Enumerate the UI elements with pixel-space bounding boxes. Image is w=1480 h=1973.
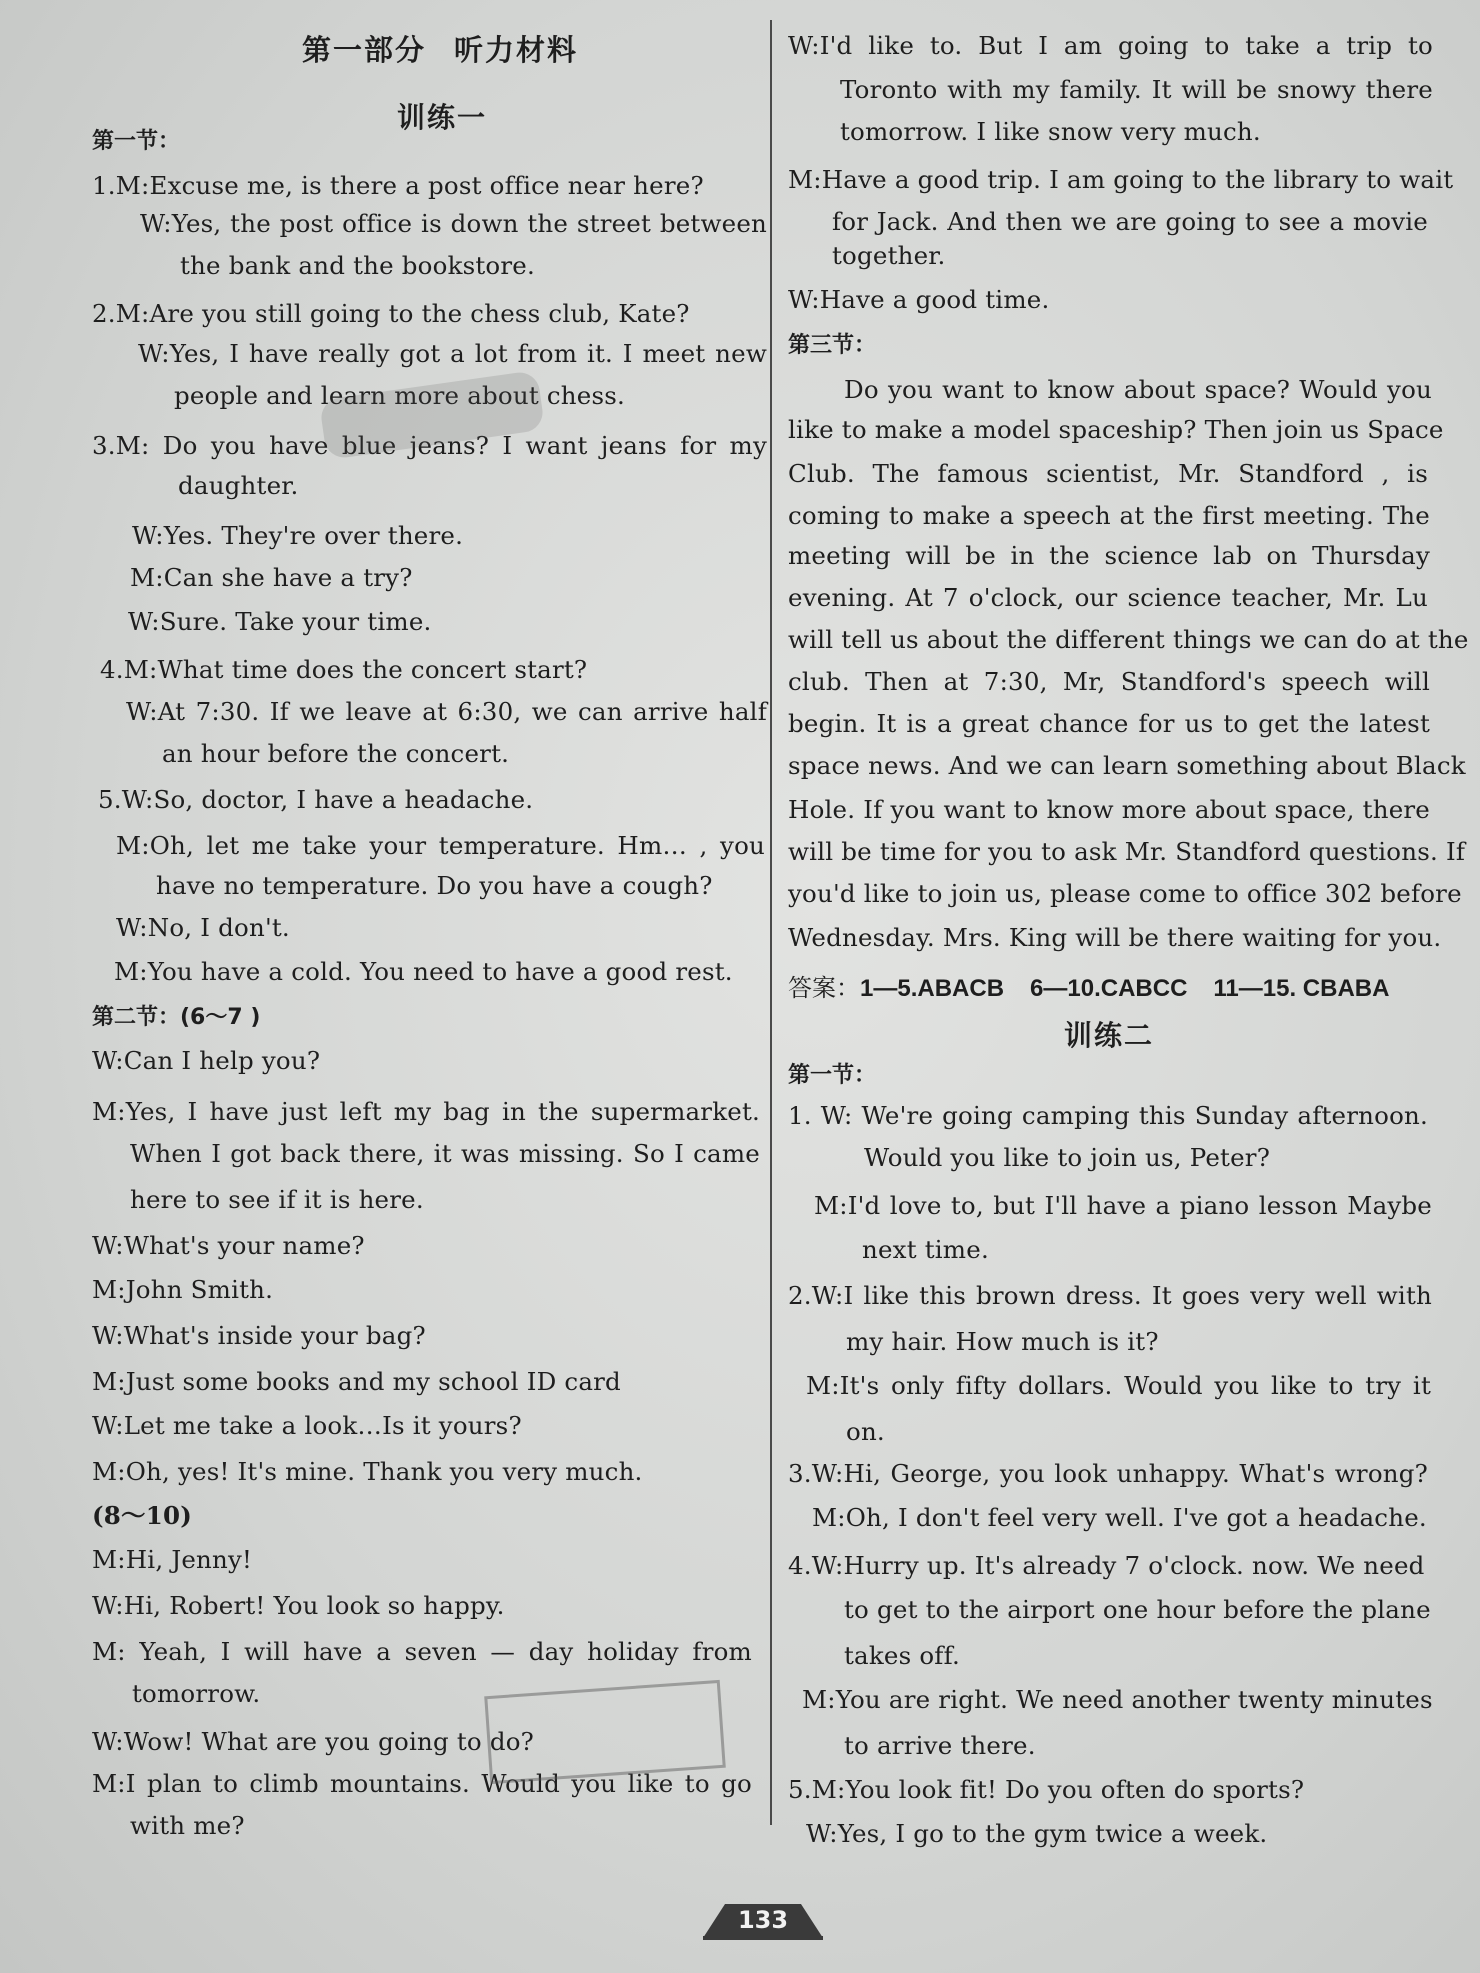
page-number: 133 — [737, 1906, 789, 1934]
dialogue-line: M:I'd love to, but I'll have a piano lesson Maybe — [814, 1191, 1432, 1220]
passage-line: club. Then at 7:30, Mr, Standford's speech will — [788, 667, 1430, 696]
passage-line: coming to make a speech at the first meeting. The — [788, 501, 1430, 530]
dialogue-line: people and learn more about chess. — [174, 381, 625, 410]
dialogue-range-label: (8～10) — [92, 1501, 193, 1530]
drill1-section1-label: 第一节： — [92, 129, 181, 154]
stamp-mark — [484, 1680, 726, 1784]
dialogue-line: 1.M:Excuse me, is there a post office near here? — [92, 171, 704, 200]
dialogue-line: on. — [846, 1417, 885, 1446]
page-number-badge — [703, 1898, 823, 1944]
dialogue-line: takes off. — [844, 1641, 960, 1670]
dialogue-line: have no temperature. Do you have a cough? — [156, 871, 713, 900]
dialogue-line: W:I'd like to. But I am going to take a trip to — [788, 31, 1433, 60]
part-label: 第一部分 — [302, 33, 427, 67]
dialogue-line: M:Have a good trip. I am going to the library to wait — [788, 165, 1454, 194]
passage-line: you'd like to join us, please come to office 302 before — [788, 879, 1462, 908]
answer-key — [788, 968, 1389, 1003]
dialogue-line: Toronto with my family. It will be snowy there — [840, 75, 1433, 104]
dialogue-line: to get to the airport one hour before the plane — [844, 1595, 1431, 1624]
dialogue-line: W:Yes, I have really got a lot from it. I meet new — [138, 339, 767, 368]
passage-line: Wednesday. Mrs. King will be there waiting for you. — [788, 923, 1442, 952]
drill1-section2-label: 第二节：(6～7 ) — [92, 1005, 261, 1030]
drill2-section1-label: 第一节： — [788, 1063, 877, 1088]
dialogue-line: here to see if it is here. — [130, 1185, 424, 1214]
dialogue-line: W:Hi, Robert! You look so happy. — [92, 1591, 505, 1620]
dialogue-line: W:No, I don't. — [116, 913, 290, 942]
dialogue-line: tomorrow. — [132, 1679, 261, 1708]
dialogue-line: next time. — [862, 1235, 989, 1264]
dialogue-line: M:Yes, I have just left my bag in the supermarket. — [92, 1097, 760, 1126]
dialogue-line: to arrive there. — [844, 1731, 1036, 1760]
drill1-section3-label: 第三节： — [788, 333, 877, 358]
dialogue-line: M:Can she have a try? — [130, 563, 413, 592]
dialogue-line: 5.W:So, doctor, I have a headache. — [98, 785, 534, 814]
dialogue-line: M:It's only fifty dollars. Would you like to try it — [806, 1371, 1431, 1400]
drill2-title: 训练二 — [1064, 1019, 1155, 1052]
dialogue-line: together. — [832, 241, 946, 270]
passage-line: meeting will be in the science lab on Thursday — [788, 541, 1430, 570]
passage-line: like to make a model spaceship? Then join us Space — [788, 415, 1444, 444]
passage-line: will be time for you to ask Mr. Standford questions. If — [788, 837, 1466, 866]
dialogue-line: M:I plan to climb mountains. Would you like to go — [92, 1769, 752, 1798]
answer-group: 6—10.CABCC — [1030, 975, 1188, 1002]
dialogue-line: 3.M: Do you have blue jeans? I want jeans for my — [92, 431, 767, 460]
dialogue-line: my hair. How much is it? — [846, 1327, 1159, 1356]
dialogue-line: 2.M:Are you still going to the chess club, Kate? — [92, 299, 690, 328]
dialogue-line: W:Have a good time. — [788, 285, 1050, 314]
dialogue-line: 2.W:I like this brown dress. It goes very well with — [788, 1281, 1432, 1310]
answer-group: 1—5.ABACB — [860, 975, 1005, 1002]
passage-line: Do you want to know about space? Would you — [844, 375, 1432, 404]
dialogue-line: M:Oh, let me take your temperature. Hm… , you — [116, 831, 765, 860]
answers-label: 答案： — [788, 975, 860, 1002]
dialogue-line: W:Let me take a look…Is it yours? — [92, 1411, 522, 1440]
dialogue-line: 4.W:Hurry up. It's already 7 o'clock. now. We need — [788, 1551, 1425, 1580]
passage-line: evening. At 7 o'clock, our science teacher, Mr. Lu — [788, 583, 1428, 612]
passage-line: space news. And we can learn something about Black — [788, 751, 1466, 780]
dialogue-line: M:Just some books and my school ID card — [92, 1367, 621, 1396]
dialogue-line: for Jack. And then we are going to see a movie — [832, 207, 1428, 236]
dialogue-line: M:You have a cold. You need to have a good rest. — [114, 957, 733, 986]
dialogue-line: M:Oh, yes! It's mine. Thank you very much. — [92, 1457, 643, 1486]
dialogue-line: W:Sure. Take your time. — [128, 607, 432, 636]
dialogue-line: W:Wow! What are you going to do? — [92, 1727, 535, 1756]
dialogue-line: Would you like to join us, Peter? — [864, 1143, 1271, 1172]
dialogue-line: an hour before the concert. — [162, 739, 510, 768]
dialogue-line: 3.W:Hi, George, you look unhappy. What's wrong? — [788, 1459, 1428, 1488]
dialogue-line: with me? — [130, 1811, 245, 1840]
dialogue-line: 4.M:What time does the concert start? — [100, 655, 588, 684]
passage-line: Club. The famous scientist, Mr. Standford , is — [788, 459, 1428, 488]
passage-line: begin. It is a great chance for us to get the latest — [788, 709, 1430, 738]
dialogue-line: M:John Smith. — [92, 1275, 274, 1304]
dialogue-line: W:At 7:30. If we leave at 6:30, we can arrive half — [126, 697, 767, 726]
dialogue-line: W:Yes, I go to the gym twice a week. — [806, 1819, 1268, 1848]
dialogue-line: M:You are right. We need another twenty minutes — [802, 1685, 1433, 1714]
dialogue-line: W:Yes. They're over there. — [132, 521, 464, 550]
page-title — [302, 28, 578, 69]
dialogue-line: M:Hi, Jenny! — [92, 1545, 253, 1574]
dialogue-line: daughter. — [178, 471, 299, 500]
dialogue-line: tomorrow. I like snow very much. — [840, 117, 1261, 146]
dialogue-line: When I got back there, it was missing. So I came — [130, 1139, 760, 1168]
dialogue-line: W:Can I help you? — [92, 1046, 321, 1075]
dialogue-line: W:Yes, the post office is down the street between — [140, 209, 767, 238]
dialogue-line: 5.M:You look fit! Do you often do sports? — [788, 1775, 1305, 1804]
dialogue-line: 1. W: We're going camping this Sunday afternoon. — [788, 1101, 1428, 1130]
dialogue-line: M:Oh, I don't feel very well. I've got a headache. — [812, 1503, 1427, 1532]
part-title: 听力材料 — [454, 33, 579, 67]
passage-line: Hole. If you want to know more about space, there — [788, 795, 1430, 824]
passage-line: will tell us about the different things we can do at the — [788, 625, 1469, 654]
dialogue-line: W:What's your name? — [92, 1231, 365, 1260]
dialogue-line: the bank and the bookstore. — [180, 251, 535, 280]
dialogue-line: M: Yeah, I will have a seven — day holiday from — [92, 1637, 752, 1666]
dialogue-line: W:What's inside your bag? — [92, 1321, 426, 1350]
drill1-title: 训练一 — [397, 101, 488, 134]
answer-group: 11—15. CBABA — [1213, 975, 1390, 1002]
column-divider — [770, 20, 772, 1825]
